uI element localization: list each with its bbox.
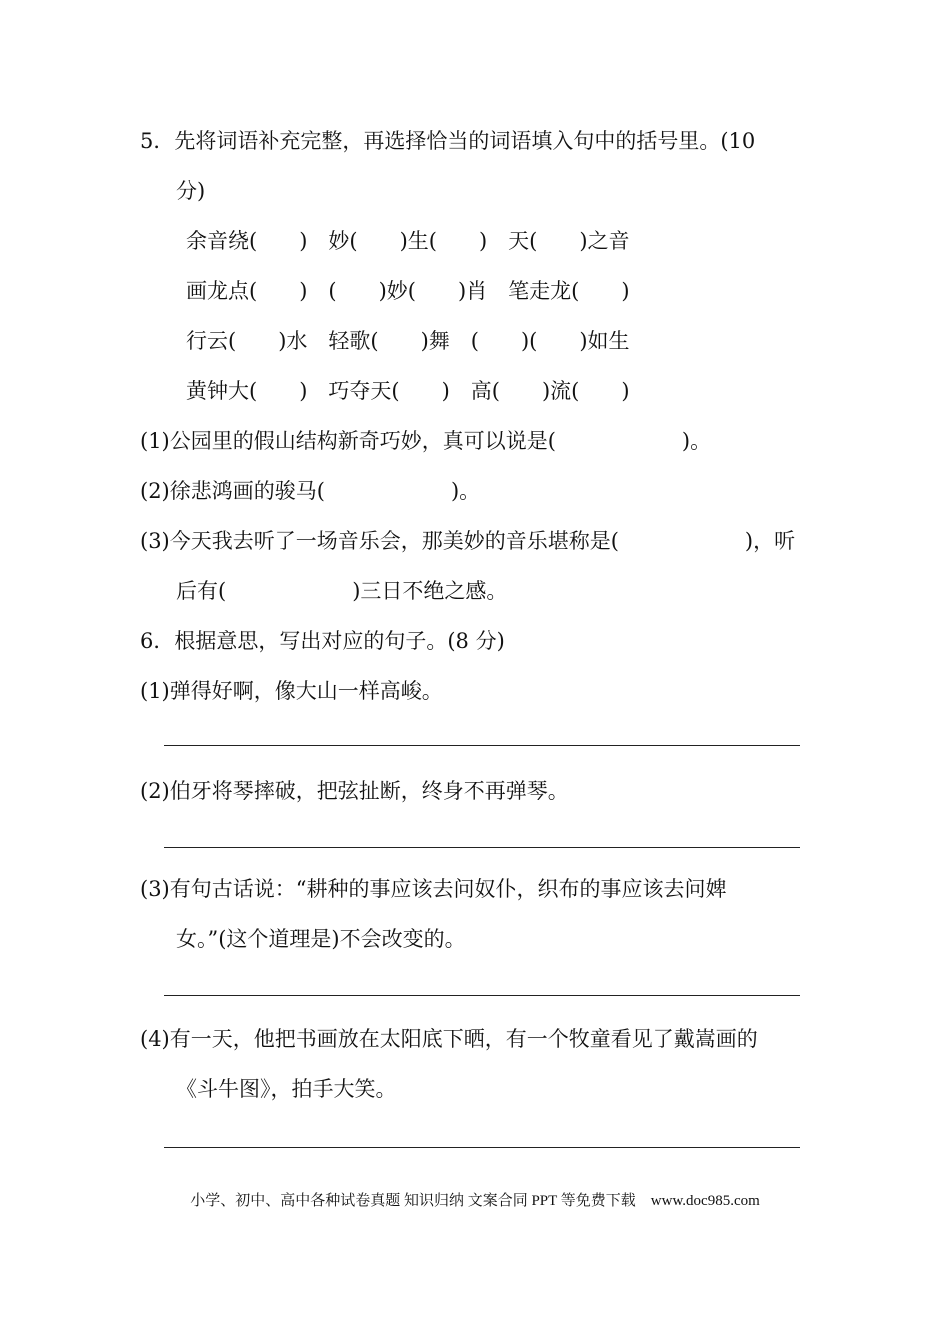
answer-line-4[interactable] [164,1147,800,1148]
answer-line-3[interactable] [164,995,800,996]
word-row-1: 余音绕( ) 妙( )生( ) 天( )之音 [186,229,630,253]
q6-prompt-1: (1)弹得好啊，像大山一样高峻。 [140,679,443,703]
q5-sentence-2: (2)徐悲鸿画的骏马( )。 [140,479,481,503]
q6-title: 6．根据意思，写出对应的句子。(8 分) [140,629,505,653]
q5-sentence-3-line1: (3)今天我去听了一场音乐会，那美妙的音乐堪称是( )，听 [140,529,796,553]
page-footer: 小学、初中、高中各种试卷真题 知识归纳 文案合同 PPT 等免费下载 www.doc985.com [190,1193,760,1209]
q6-prompt-3-line1: (3)有句古话说：“耕种的事应该去问奴仆，织布的事应该去问婢 [140,877,727,901]
q5-sentence-3-line2: 后有( )三日不绝之感。 [176,579,508,603]
q6-prompt-4-line1: (4)有一天，他把书画放在太阳底下晒，有一个牧童看见了戴嵩画的 [140,1027,758,1051]
q5-sentence-1: (1)公园里的假山结构新奇巧妙，真可以说是( )。 [140,429,712,453]
q6-prompt-2: (2)伯牙将琴摔破，把弦扯断，终身不再弹琴。 [140,779,569,803]
q6-prompt-3-line2: 女。”(这个道理是)不会改变的。 [176,927,466,951]
q5-title-line2: 分) [176,179,206,203]
word-row-3: 行云( )水 轻歌( )舞 ( )( )如生 [186,329,630,353]
word-row-2: 画龙点( ) ( )妙( )肖 笔走龙( ) [186,279,630,303]
answer-line-1[interactable] [164,745,800,746]
q6-prompt-4-line2: 《斗牛图》，拍手大笑。 [176,1077,397,1101]
answer-line-2[interactable] [164,847,800,848]
word-row-4: 黄钟大( ) 巧夺天( ) 高( )流( ) [186,379,630,403]
q5-title-line1: 5．先将词语补充完整，再选择恰当的词语填入句中的括号里。(10 [140,129,756,153]
